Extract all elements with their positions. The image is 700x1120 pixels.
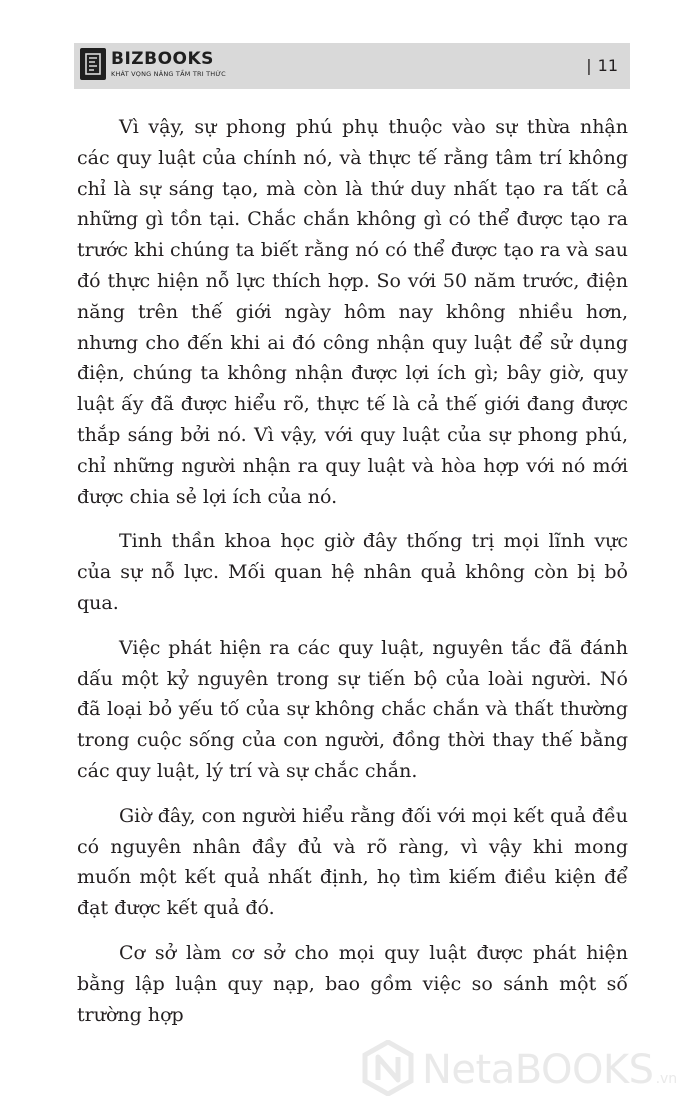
netabooks-n-icon — [362, 1040, 414, 1100]
page-number — [586, 56, 618, 75]
bizbooks-logo — [80, 48, 226, 80]
paragraph: Việc phát hiện ra các quy luật, nguyên tắc đã đánh dấu một kỷ nguyên trong sự tiến bộ của loài người. Nó đã loại bỏ yếu tố của sự không chắc chắn và thất thường trong cuộc sống của con người, đồng thời thay thế bằng các quy luật, lý trí và sự chắc chắn. — [77, 636, 628, 782]
paragraph: Tinh thần khoa học giờ đây thống trị mọi lĩnh vực của sự nỗ lực. Mối quan hệ nhân quả không còn bị bỏ qua. — [77, 530, 628, 614]
watermark-suffix: .vn — [655, 1071, 678, 1087]
watermark-text: NetaBOOKS — [422, 1047, 654, 1093]
paragraph: Cơ sở làm cơ sở cho mọi quy luật được phát hiện bằng lập luận quy nạp, bao gồm việc so sánh một số trường hợp — [77, 941, 628, 1026]
netabooks-watermark — [362, 1040, 677, 1100]
brand-slogan: KHÁT VỌNG NÂNG TẦM TRI THỨC — [111, 69, 226, 78]
brand-name: BIZBOOKS — [111, 48, 214, 69]
page-body — [77, 112, 628, 1044]
running-header — [74, 43, 630, 89]
bizbooks-book-icon — [80, 48, 106, 80]
paragraph: Giờ đây, con người hiểu rằng đối với mọi kết quả đều có nguyên nhân đầy đủ và rõ ràng, vì vậy khi mong muốn một kết quả nhất định, họ tìm kiếm điều kiện để đạt được kết quả đó. — [77, 804, 628, 920]
page-number-separator: | — [586, 56, 592, 75]
paragraph: Vì vậy, sự phong phú phụ thuộc vào sự thừa nhận các quy luật của chính nó, và thực tế rằng tâm trí không chỉ là sự sáng tạo, mà còn là thứ duy nhất tạo ra tất cả những gì tồn tại. Chắc chắn không gì có thể được tạo ra trước khi chúng ta biết rằng nó có thể được tạo ra và sau đó thực hiện nỗ lực thích hợp. So với 50 năm trước, điện năng trên thế giới ngày hôm nay không nhiều hơn, nhưng cho đến khi ai đó công nhận quy luật để sử dụng điện, chúng ta không nhận được lợi ích gì; bây giờ, quy luật ấy đã được hiểu rõ, thực tế là cả thế giới đang được thắp sáng bởi nó. Vì vậy, với quy luật của sự phong phú, chỉ những người nhận ra quy luật và hòa hợp với nó mới được chia sẻ lợi ích của nó. — [77, 116, 628, 508]
page-number-value: 11 — [597, 56, 618, 75]
